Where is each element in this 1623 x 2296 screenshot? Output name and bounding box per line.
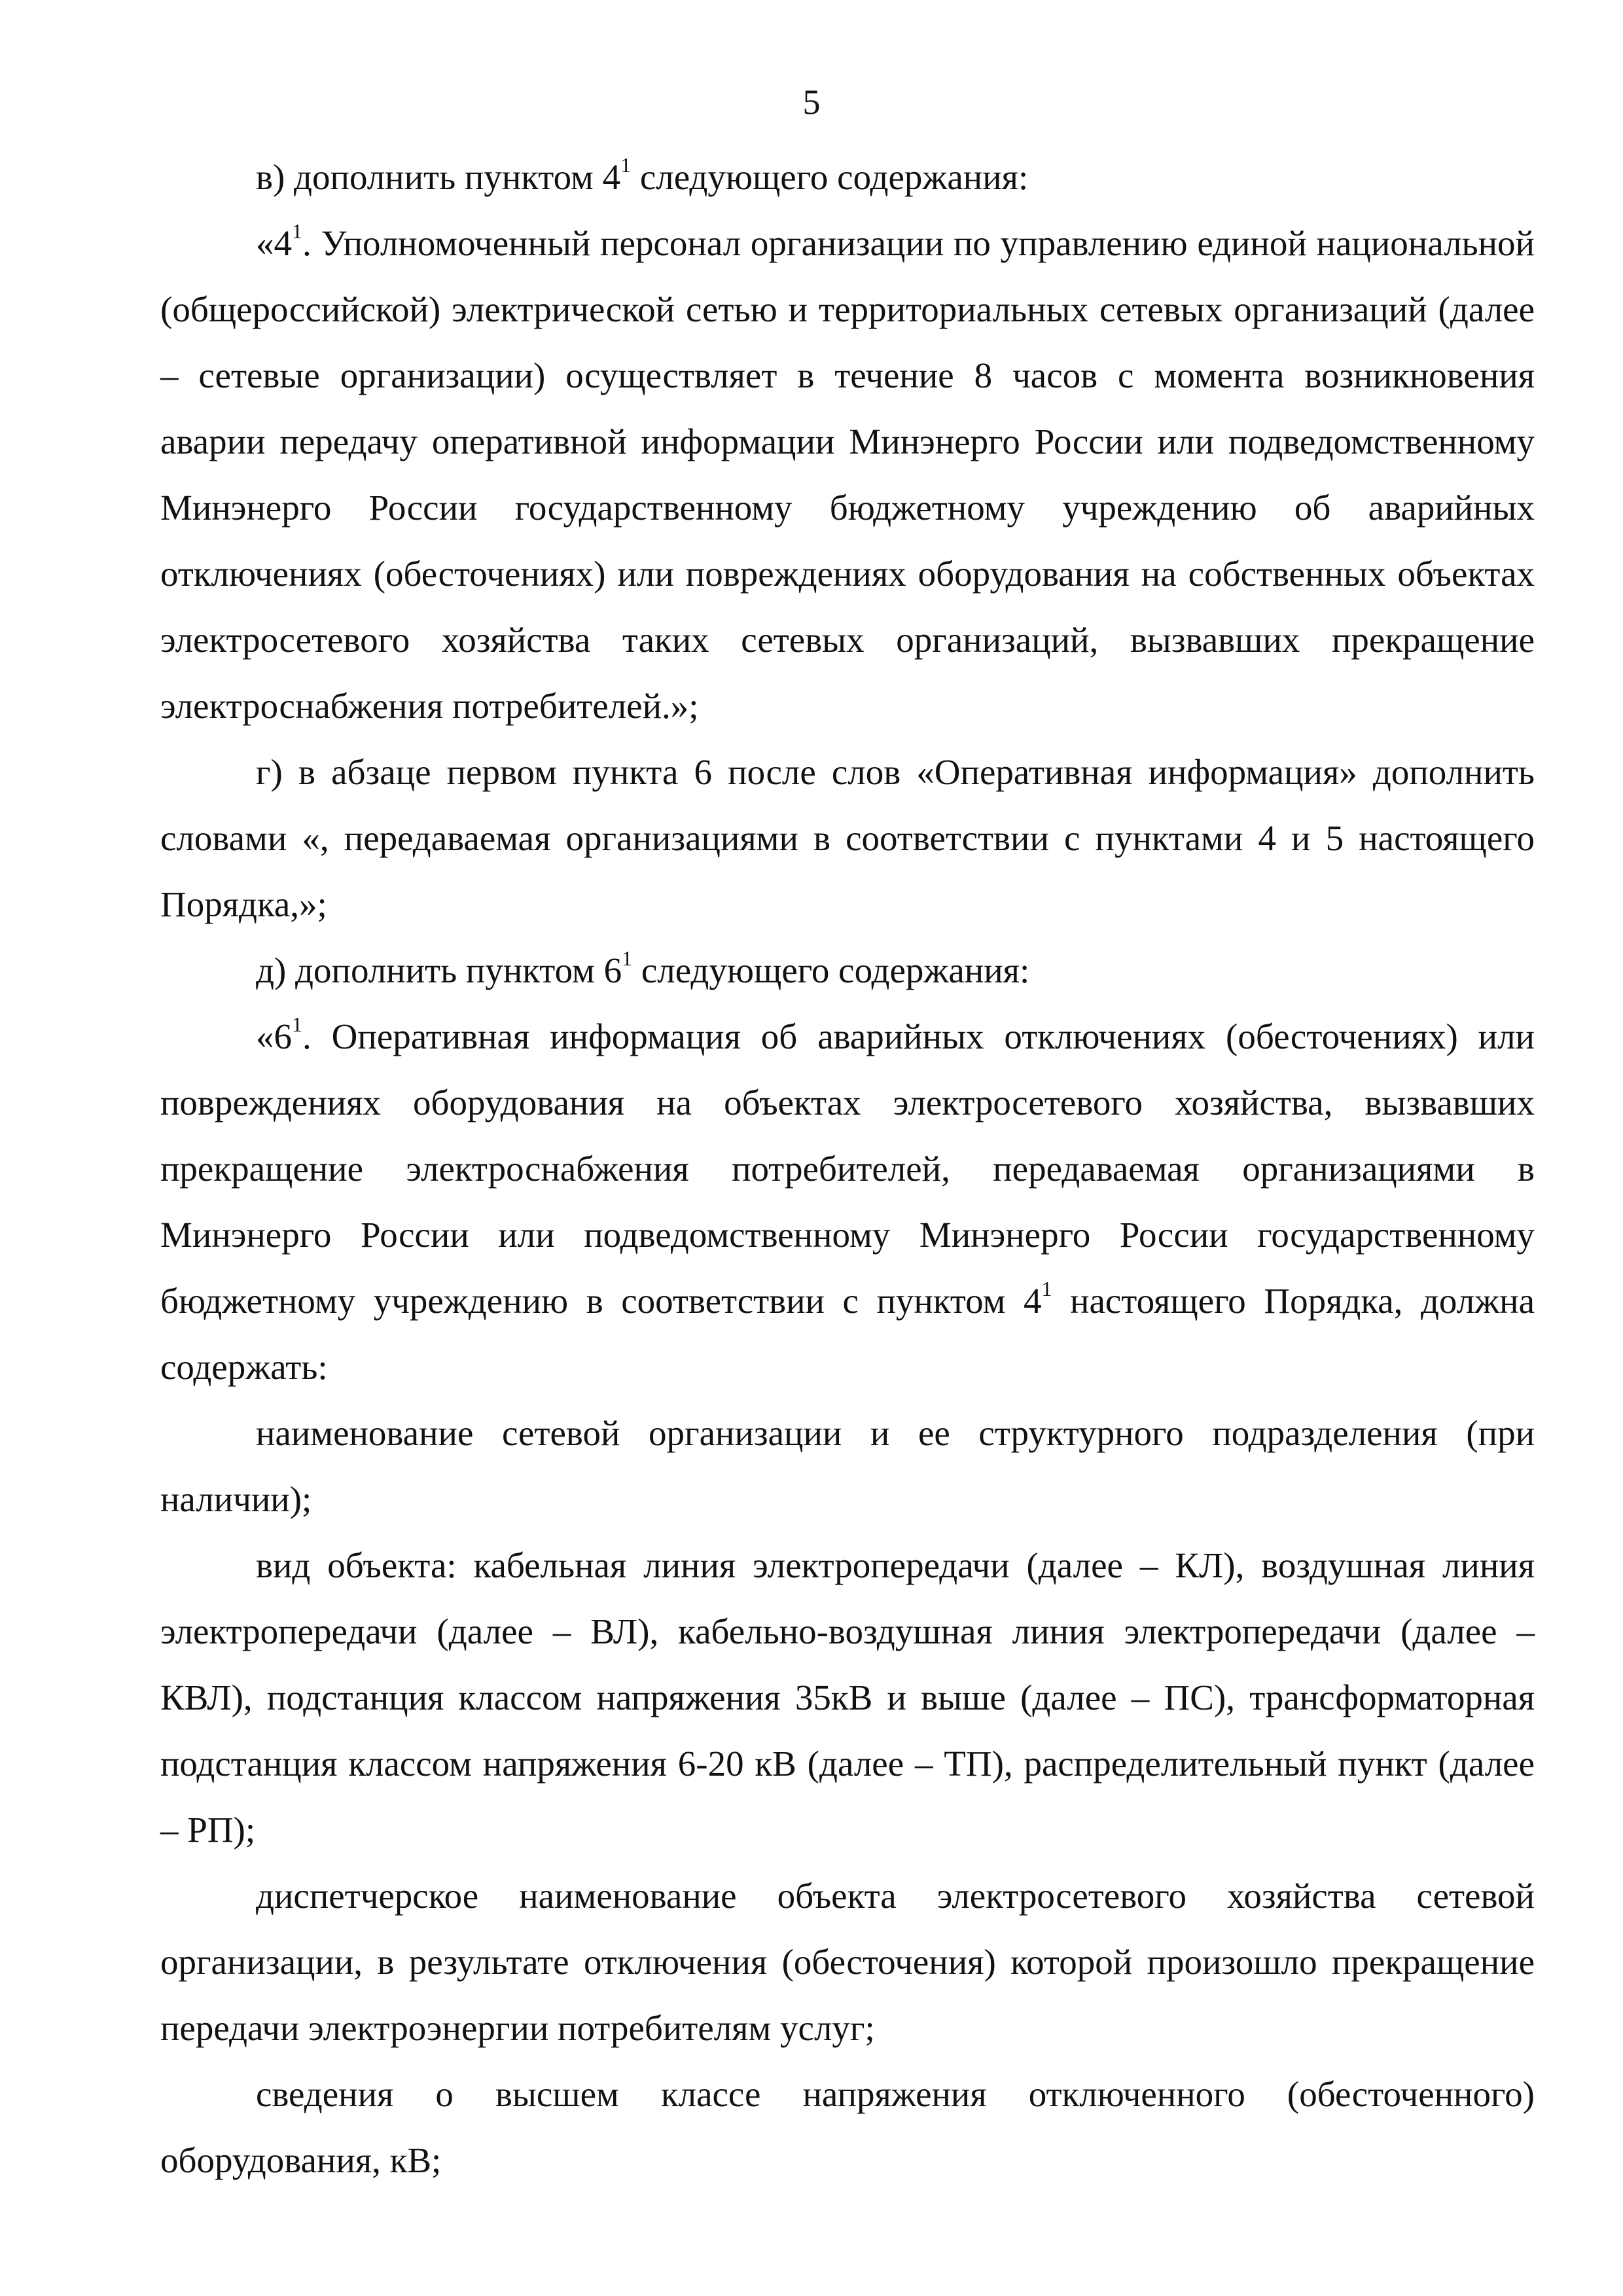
clause-4-1: «$4^1$. Уполномоченный персонал организации по управлению единой национальной (общероссийской) электрической сетью и территориальных сетевых организаций (далее – сетевые организации) осуществляет в течение 8 часов с момента возникновения аварии передачу оперативной информации Минэнерго России или подведомственному Минэнерго России государственному бюджетному учреждению об аварийных отключениях (обесточениях) или повреждениях оборудования на собственных объектах электросетевого хозяйства таких сетевых организаций, вызвавших прекращение электроснабжения потребителей.»; bbox=[160, 219, 1535, 726]
clause-6-1: «$6^1$. Оперативная информация об аварийных отключениях (обесточениях) или повреждениях оборудования на объектах электросетевого хозяйства, вызвавших прекращение электроснабжения потребителей, передаваемая организациями в Минэнерго России или подведомственному Минэнерго России государственному бюджетному учреждению в соответствии с пунктом $4^1$ настоящего Порядка, должна содержать: bbox=[160, 1013, 1535, 1387]
list-item-dispatcher-name: диспетчерское наименование объекта электросетевого хозяйства сетевой организации, в результате отключения (обесточения) которой произошло прекращение передачи электроэнергии потребителям услуг; bbox=[160, 1876, 1535, 2048]
subitem-v: в) дополнить пунктом $4^1$ следующего содержания: bbox=[256, 153, 1029, 197]
page-number: 5 bbox=[802, 82, 821, 122]
subitem-g: г) в абзаце первом пункта 6 после слов «Оперативная информация» дополнить словами «, передаваемая организациями в соответствии с пунктами 4 и 5 настоящего Порядка,»; bbox=[160, 752, 1535, 924]
document-body bbox=[160, 144, 1535, 2193]
list-item-object-type: вид объекта: кабельная линия электропередачи (далее – КЛ), воздушная линия электропередачи (далее – ВЛ), кабельно-воздушная линия электропередачи (далее – КВЛ), подстанция классом напряжения 35кВ и выше (далее – ПС), трансформаторная подстанция классом напряжения 6-20 кВ (далее – ТП), распределительный пункт (далее – РП); bbox=[160, 1545, 1535, 1850]
list-item-voltage-class: сведения о высшем классе напряжения отключенного (обесточенного) оборудования, кВ; bbox=[160, 2074, 1535, 2180]
list-item-organization-name: наименование сетевой организации и ее структурного подразделения (при наличии); bbox=[160, 1413, 1535, 1519]
subitem-d: д) дополнить пунктом $6^1$ следующего содержания: bbox=[256, 946, 1030, 990]
